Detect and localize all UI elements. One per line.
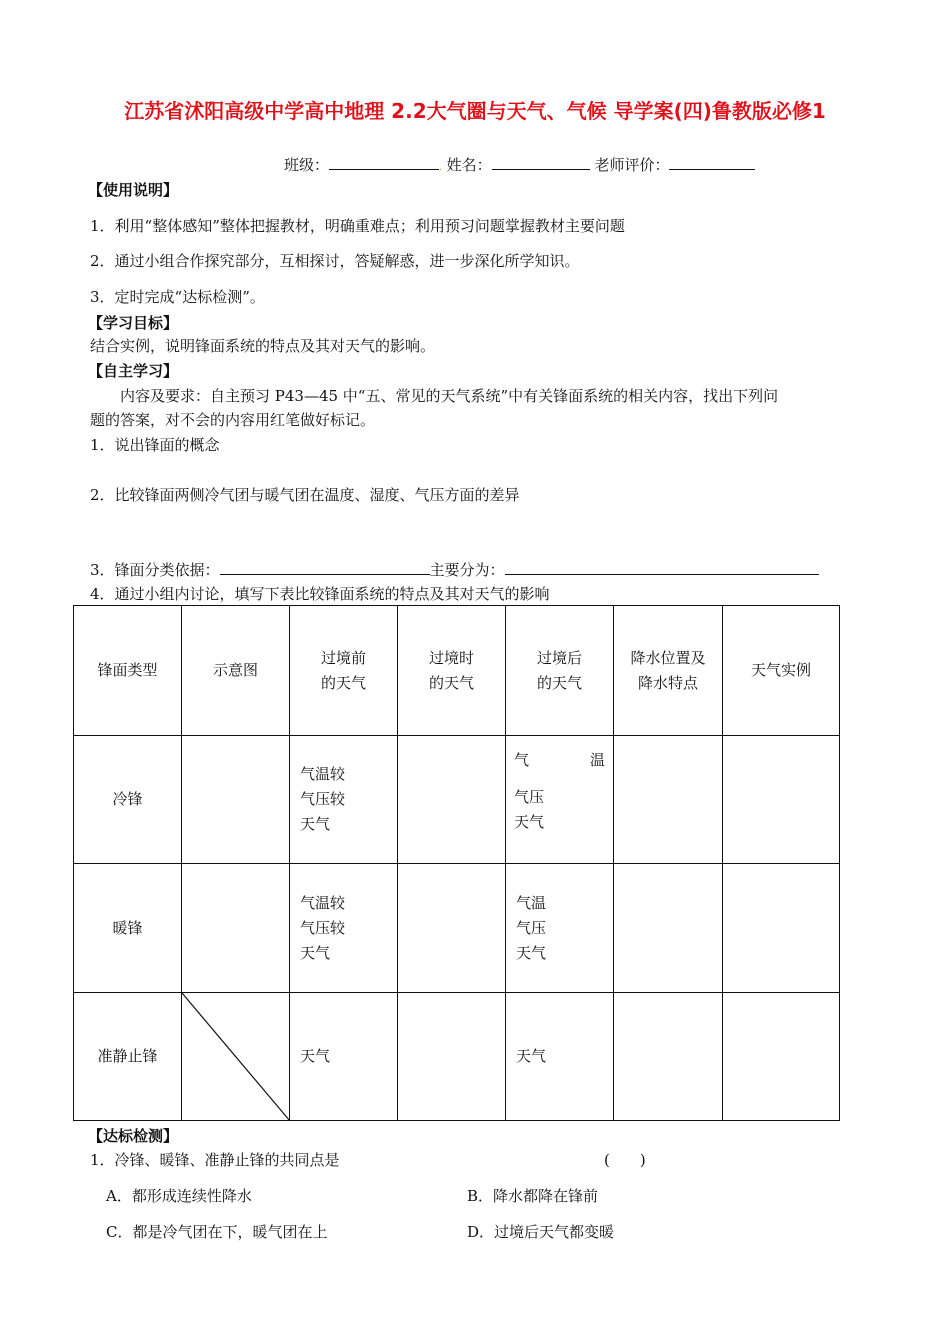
cold-front-after[interactable] — [506, 736, 614, 864]
usage-item-3: 3．定时完成“达标检测”。 — [90, 288, 265, 306]
header-during-text: 过境时 的天气 — [428, 648, 474, 692]
header-after-text: 过境后 的天气 — [536, 648, 582, 692]
diagonal-strike-line — [182, 993, 290, 1121]
header-after — [506, 606, 614, 736]
table-row-cold-front — [74, 736, 840, 864]
table-row-warm-front — [74, 864, 840, 993]
stationary-front-before[interactable] — [290, 993, 398, 1121]
name-label: 姓名： — [446, 156, 492, 174]
cold-front-after-rest: 气压 天气 — [514, 788, 545, 831]
test-heading: 【达标检测】 — [88, 1127, 179, 1145]
class-blank[interactable] — [329, 154, 439, 170]
class-label: 班级： — [284, 156, 330, 174]
header-example-text: 天气实例 — [750, 661, 811, 679]
option-b[interactable]: B．降水都降在锋前 — [467, 1187, 599, 1205]
objective-heading: 【学习目标】 — [88, 314, 179, 332]
warm-front-after-text: 气温 气压 天气 — [516, 893, 547, 962]
option-c[interactable]: C．都是冷气团在下，暖气团在上 — [106, 1223, 328, 1241]
header-before-text: 过境前 的天气 — [320, 648, 366, 692]
q3-basis-blank[interactable] — [220, 559, 430, 575]
header-example — [723, 606, 840, 736]
warm-front-example[interactable] — [723, 864, 840, 993]
table-header-row — [74, 606, 840, 736]
test-question-1-paren[interactable]: ( ) — [604, 1151, 646, 1169]
question-2: 2．比较锋面两侧冷气团与暖气团在温度、湿度、气压方面的差异 — [90, 486, 520, 504]
info-line: 班级： . 姓名： 老师评价： — [284, 154, 755, 175]
warm-front-during[interactable] — [398, 864, 506, 993]
stationary-front-after-text: 天气 — [516, 1047, 547, 1065]
stationary-front-type: 准静止锋 — [74, 993, 182, 1121]
warm-front-type: 暖锋 — [74, 864, 182, 993]
self-study-heading: 【自主学习】 — [88, 362, 179, 380]
warm-front-before[interactable] — [290, 864, 398, 993]
warm-front-after[interactable] — [506, 864, 614, 993]
cold-front-after-temp — [506, 748, 613, 773]
warm-front-diagram-cell[interactable] — [182, 864, 290, 993]
option-a[interactable]: A．都形成连续性降水 — [106, 1187, 252, 1205]
q3-basis-label: 3．锋面分类依据： — [90, 561, 220, 579]
warm-front-precipitation[interactable] — [614, 864, 723, 993]
name-blank[interactable] — [492, 154, 590, 170]
stationary-front-example[interactable] — [723, 993, 840, 1121]
eval-label: 老师评价： — [594, 156, 670, 174]
header-precipitation-text: 降水位置及 降水特点 — [630, 648, 706, 692]
option-d[interactable]: D．过境后天气都变暖 — [467, 1223, 615, 1241]
cold-after-temp-a: 气 — [514, 751, 530, 769]
eval-blank[interactable] — [669, 154, 755, 170]
cold-front-before[interactable] — [290, 736, 398, 864]
header-before — [290, 606, 398, 736]
q3-types-blank[interactable] — [505, 559, 819, 575]
usage-item-1: 1．利用“整体感知”整体把握教材，明确重难点；利用预习问题掌握教材主要问题 — [90, 217, 625, 235]
warm-front-before-text: 气温较 气压较 天气 — [300, 893, 346, 962]
cold-front-before-text: 气温较 气压较 天气 — [300, 765, 346, 833]
stationary-front-precipitation[interactable] — [614, 993, 723, 1121]
cold-after-temp-b: 温 — [589, 751, 605, 769]
self-study-intro-2: 题的答案，对不会的内容用红笔做好标记。 — [90, 411, 376, 429]
cold-front-example[interactable] — [723, 736, 840, 864]
question-3 — [90, 559, 819, 580]
header-precipitation — [614, 606, 723, 736]
usage-item-2: 2．通过小组合作探究部分，互相探讨，答疑解惑，进一步深化所学知识。 — [90, 252, 580, 270]
objective-text: 结合实例，说明锋面系统的特点及其对天气的影响。 — [90, 337, 436, 355]
question-4: 4．通过小组内讨论，填写下表比较锋面系统的特点及其对天气的影响 — [90, 585, 550, 603]
stationary-front-before-text: 天气 — [300, 1047, 331, 1065]
q3-types-label: 主要分为： — [429, 561, 505, 579]
header-front-type — [74, 606, 182, 736]
header-diagram-text: 示意图 — [212, 661, 258, 679]
cold-front-during[interactable] — [398, 736, 506, 864]
test-question-1: 1．冷锋、暖锋、准静止锋的共同点是 — [90, 1151, 340, 1169]
table-row-stationary-front — [74, 993, 840, 1121]
cold-front-diagram-cell[interactable] — [182, 736, 290, 864]
document-title: 江苏省沭阳高级中学高中地理 2.2大气圈与天气、气候 导学案(四)鲁教版必修1 — [124, 99, 826, 123]
stationary-front-during[interactable] — [398, 993, 506, 1121]
header-diagram — [182, 606, 290, 736]
question-1: 1．说出锋面的概念 — [90, 436, 220, 454]
cold-front-type: 冷锋 — [74, 736, 182, 864]
cold-front-precipitation[interactable] — [614, 736, 723, 864]
header-during — [398, 606, 506, 736]
front-comparison-table — [73, 605, 840, 1121]
stationary-front-after[interactable] — [506, 993, 614, 1121]
header-front-type-text: 锋面类型 — [97, 661, 158, 679]
self-study-intro-1: 内容及要求：自主预习 P43—45 中“五、常见的天气系统”中有关锋面系统的相关内容，找出下列问 — [120, 387, 779, 405]
stationary-front-diagram-cell — [182, 993, 290, 1121]
usage-heading: 【使用说明】 — [88, 181, 179, 199]
